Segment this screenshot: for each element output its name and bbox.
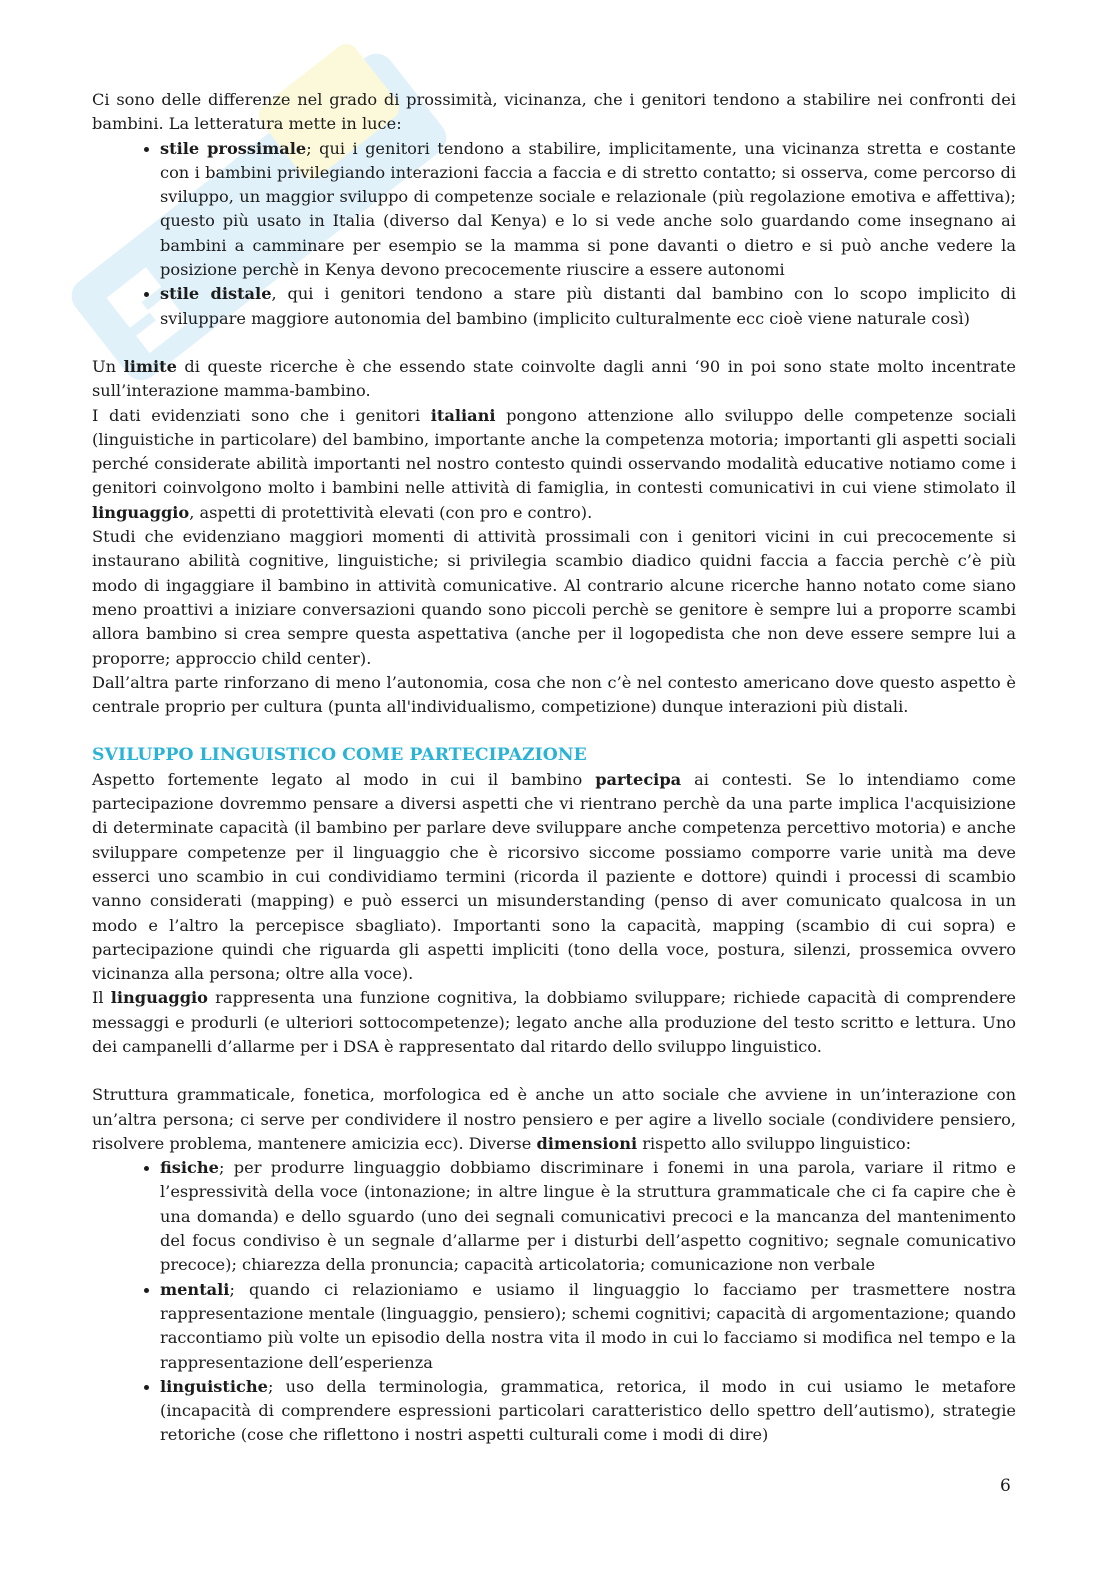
- section-heading: SVILUPPO LINGUISTICO COME PARTECIPAZIONE: [92, 745, 587, 766]
- dimensions-list: [92, 1156, 1016, 1448]
- text-run: ai contesti. Se lo intendiamo come partecipazione dovremmo pensare a diversi aspetti che vi rientrano perchè da una parte implica l'acquisizione di determinate capacità (il bambino per parlare deve sviluppare anche competenza percettivo motoria) e anche sviluppare competenze per il linguaggio che è ricorsivo siccome possiamo comporre varie unità ma deve esserci uno scambio in cui condividiamo termini (ricorda il paziente e dottore) quindi i processi di scambio vanno considerati (mapping) e può esserci un misunderstanding (penso di aver comunicato qualcosa in un modo e l’altro la percepisce sbagliato). Importanti sono la capacità, mapping (scambio di cui sopra) e partecipazione quindi che riguarda gli aspetti impliciti (tono della voce, postura, silenzi, prossemica ovvero vicinanza alla persona; oltre alla voce).: [92, 769, 1016, 984]
- list-text: ; uso della terminologia, grammatica, retorica, il modo in cui usiamo le metafore (incapacità di comprendere espressioni particolari caratteristico dello spettro dell’autismo), strategie retoriche (cose che riflettono i nostri aspetti culturali come i modi di dire): [160, 1376, 1016, 1445]
- page-number: 6: [1000, 1476, 1011, 1496]
- intro-paragraph: Ci sono delle differenze nel grado di prossimità, vicinanza, che i genitori tendono a stabilire nei confronti dei bambini. La letteratura mette in luce:: [92, 90, 1016, 134]
- text-run: rappresenta una funzione cognitiva, la dobbiamo sviluppare; richiede capacità di comprendere messaggi e produrli (e ulteriori sottocompetenze); legato anche alla produzione del testo scritto e lettura. Uno dei campanelli d’allarme per i DSA è rappresentato dal ritardo dello sviluppo linguistico.: [92, 988, 1017, 1056]
- text-run: pongono attenzione allo sviluppo delle competenze sociali (linguistiche in particolare) del bambino, importante anche la competenza motoria; importanti gli aspetti sociali perché considerate abilità importanti nel nostro contesto quindi osservando modalità educative notiamo come i genitori coinvolgono molto i bambini nelle attività di famiglia, in contesti comunicativi in cui viene stimolato il: [92, 405, 1016, 498]
- style-list: [92, 137, 1016, 331]
- bold-term: limite: [123, 356, 177, 376]
- list-item: [160, 1278, 1016, 1375]
- paragraph: [92, 355, 1016, 404]
- list-term: linguistiche: [160, 1376, 268, 1396]
- list-item: [160, 1156, 1016, 1277]
- list-term: fisiche: [160, 1158, 219, 1178]
- list-text: ; quando ci relazioniamo e usiamo il linguaggio lo facciamo per trasmettere nostra rappresentazione mentale (linguaggio, pensiero); schemi cognitivi; capacità di argomentazione; quando raccontiamo più volte un episodio della nostra vita il modo in cui lo facciamo si modifica nel tempo e la rappresentazione dell’esperienza: [160, 1279, 1016, 1372]
- list-item: [160, 282, 1016, 331]
- text-run: , aspetti di protettività elevati (con pro e contro).: [189, 502, 593, 522]
- text-run: I dati evidenziati sono che i genitori: [92, 405, 431, 425]
- paragraph: [92, 404, 1016, 525]
- list-text: ; per produrre linguaggio dobbiamo discriminare i fonemi in una parola, variare il ritmo e l’espressività della voce (intonazione; in altre lingue è la struttura grammaticale che ci fa capire che è una domanda) e dello sguardo (uno dei segnali comunicativi precoci e la mancanza del mantenimento del focus condiviso è un segnale d’allarme per i disturbi dell’aspetto cognitivo; segnale comunicativo precoce); chiarezza della pronuncia; capacità articolatoria; comunicazione non verbale: [160, 1158, 1016, 1275]
- text-run: Un: [92, 356, 124, 376]
- list-text: , qui i genitori tendono a stare più distanti dal bambino con lo scopo implicito di sviluppare maggiore autonomia del bambino (implicito culturalmente ecc cioè viene naturale così): [160, 284, 1016, 328]
- list-term: stile distale: [160, 284, 272, 304]
- list-text: ; qui i genitori tendono a stabilire, implicitamente, una vicinanza stretta e costante con i bambini privilegiando interazioni faccia a faccia e di stretto contatto; si osserva, come percorso di sviluppo, un maggior sviluppo di competenze sociale e relazionale (più regolazione emotiva e affettiva); questo più usato in Italia (diverso dal Kenya) e lo si vede anche solo guardando come insegnano ai bambini a camminare per esempio se la mamma si pone davanti o dietro e si può anche vedere la posizione perchè in Kenya devono precocemente riuscire a essere autonomi: [160, 138, 1016, 280]
- list-item: [160, 137, 1016, 283]
- bold-term: partecipa: [595, 769, 682, 789]
- list-term: stile prossimale: [160, 138, 307, 158]
- paragraph: [92, 768, 1016, 987]
- text-run: Aspetto fortemente legato al modo in cui il bambino: [92, 769, 596, 789]
- text-run: di queste ricerche è che essendo state coinvolte dagli anni ‘90 in poi sono state molto incentrate sull’interazione mamma-bambino.: [92, 356, 1016, 401]
- text-run: rispetto allo sviluppo linguistico:: [637, 1133, 912, 1153]
- paragraph: Dall’altra parte rinforzano di meno l’autonomia, cosa che non c’è nel contesto americano dove questo aspetto è centrale proprio per cultura (punta all'individualismo, competizione) dunque interazioni più distali.: [92, 672, 1016, 717]
- bold-term: dimensioni: [536, 1133, 638, 1153]
- list-term: mentali: [160, 1279, 230, 1299]
- paragraph: [92, 986, 1016, 1059]
- bold-term: linguaggio: [92, 502, 190, 522]
- paragraph: Studi che evidenziano maggiori momenti di attività prossimali con i genitori vicini in cui precocemente si instaurano abilità cognitive, linguistiche; si privilegia scambio diadico quidni faccia a faccia perchè c’è più modo di ingaggiare il bambino in attività comunicative. Al contrario alcune ricerche hanno notato come siano meno proattivi a iniziare conversazioni quando sono piccoli perchè se genitore è sempre lui a proporre scambi allora bambino si crea sempre questa aspettativa (anche per il logopedista che non deve essere sempre lui a proporre; approccio child center).: [92, 527, 1016, 668]
- list-item: [160, 1375, 1016, 1448]
- text-run: Struttura grammaticale, fonetica, morfologica ed è anche un atto sociale che avviene in un’interazione con un’altra persona; ci serve per condividere il nostro pensiero e per agire a livello sociale (condividere pensiero, risolvere problema, mantenere amicizia ecc). Diverse: [92, 1085, 1016, 1153]
- paragraph: [92, 1083, 1016, 1156]
- text-run: Il: [92, 988, 111, 1008]
- document-body: [92, 88, 1016, 1448]
- bold-term: italiani: [430, 405, 496, 425]
- bold-term: linguaggio: [110, 988, 208, 1008]
